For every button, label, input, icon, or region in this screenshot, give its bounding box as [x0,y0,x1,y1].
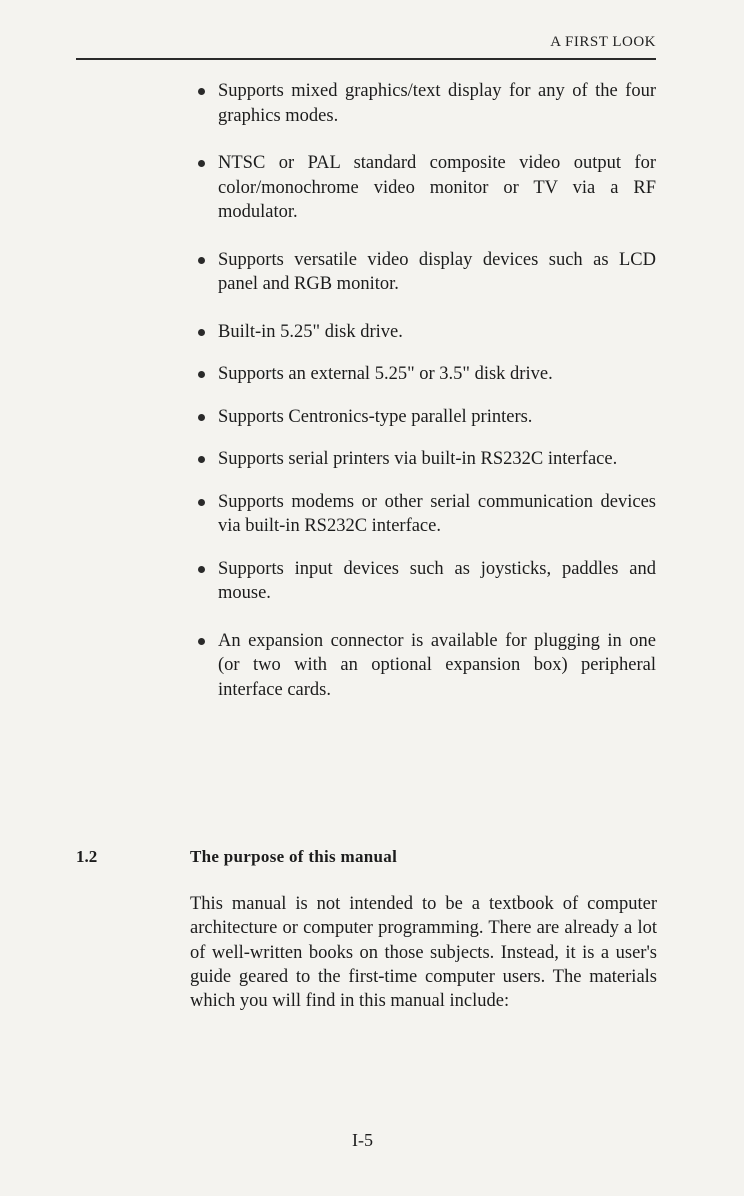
feature-item [194,151,656,225]
feature-text: Supports mixed graphics/text display for any of the four graphics modes. [218,81,656,126]
feature-text: NTSC or PAL standard composite video output for color/monochrome video monitor or TV via a RF modulator. [218,153,656,222]
feature-text: Supports input devices such as joysticks, paddles and mouse. [218,558,656,603]
feature-item [194,405,656,430]
feature-item [194,248,656,297]
feature-text: An expansion connector is available for plugging in one (or two with an optional expansion box) peripheral interface cards. [218,630,656,700]
bullet-icon [198,414,205,421]
bullet-icon [198,566,205,573]
bullet-icon [198,371,205,378]
feature-text: Built-in 5.25" disk drive. [218,321,403,342]
bullet-icon [198,499,205,506]
bullet-icon [198,88,205,95]
page-number: I-5 [352,1130,373,1150]
section-paragraph: This manual is not intended to be a textbook of computer architecture or computer programming. There are already a lot of well-written books on those subjects. Instead, it is a user's guide geared to the first-time computer users. The materials which you will find in this manual include: [190,894,657,1012]
bullet-icon [198,329,205,336]
feature-item [194,557,656,606]
feature-item [194,629,656,703]
feature-item [194,490,656,539]
feature-text: Supports an external 5.25" or 3.5" disk drive. [218,364,553,384]
bullet-icon [198,456,205,463]
section-number: 1.2 [76,847,98,866]
header-rule [76,58,656,60]
feature-item [194,447,656,472]
feature-text: Supports versatile video display devices such as LCD panel and RGB monitor. [218,249,656,294]
feature-text: Supports serial printers via built-in RS232C interface. [218,449,618,469]
feature-text: Supports modems or other serial communication devices via built-in RS232C interface. [218,491,656,536]
section-title: The purpose of this manual [190,847,398,866]
feature-item [194,79,656,128]
feature-item [194,320,656,345]
feature-list [194,79,656,725]
feature-item [194,362,656,387]
feature-text: Supports Centronics-type parallel printers. [218,406,533,427]
bullet-icon [198,257,205,264]
bullet-icon [198,638,205,645]
bullet-icon [198,160,205,167]
running-header: A FIRST LOOK [550,34,656,50]
